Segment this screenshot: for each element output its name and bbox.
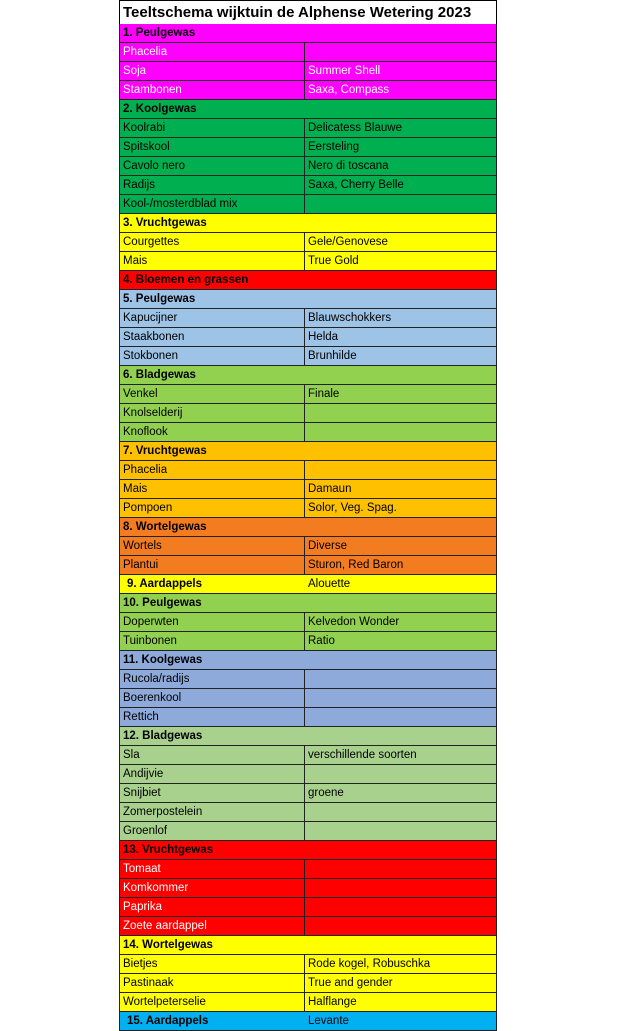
section-variety xyxy=(305,594,496,612)
variety-cell: Kelvedon Wonder xyxy=(308,616,400,628)
section-variety xyxy=(305,651,496,669)
table-row xyxy=(119,43,497,62)
schedule-rows xyxy=(119,24,497,1031)
section-header xyxy=(119,290,497,309)
crop-cell: Stambonen xyxy=(120,81,305,99)
crop-cell: Groenlof xyxy=(120,822,305,840)
crop-cell: Radijs xyxy=(120,176,305,194)
variety-cell: True and gender xyxy=(308,977,393,989)
variety-cell xyxy=(305,43,496,61)
table-row xyxy=(119,556,497,575)
crop-cell: Sla xyxy=(120,746,305,764)
crop-cell: Phacelia xyxy=(120,43,305,61)
section-header xyxy=(119,727,497,746)
variety-cell: Finale xyxy=(308,388,340,400)
section-title: 9. Aardappels xyxy=(127,578,202,590)
crop-cell: Stokbonen xyxy=(120,347,305,365)
crop-cell: Tomaat xyxy=(120,860,305,878)
section-title: 15. Aardappels xyxy=(127,1015,209,1027)
table-row xyxy=(119,385,497,404)
variety-cell: Brunhilde xyxy=(308,350,357,362)
crop-cell: Wortelpeterselie xyxy=(120,993,305,1011)
table-row xyxy=(119,537,497,556)
table-row xyxy=(119,423,497,442)
crop-cell: Courgettes xyxy=(120,233,305,251)
table-row xyxy=(119,860,497,879)
variety-cell xyxy=(305,423,496,441)
variety-cell: Gele/Genovese xyxy=(308,236,388,248)
crop-cell: Spitskool xyxy=(120,138,305,156)
section-header xyxy=(119,936,497,955)
table-row xyxy=(119,670,497,689)
table-row xyxy=(119,632,497,651)
section-title: 14. Wortelgewas xyxy=(123,939,213,951)
crop-cell: Plantui xyxy=(120,556,305,574)
variety-cell xyxy=(305,879,496,897)
section-variety: Alouette xyxy=(308,578,351,590)
section-title: 8. Wortelgewas xyxy=(123,521,207,533)
table-row xyxy=(119,974,497,993)
variety-cell: verschillende soorten xyxy=(308,749,417,761)
variety-cell xyxy=(305,822,496,840)
table-row xyxy=(119,708,497,727)
crop-cell: Rettich xyxy=(120,708,305,726)
variety-cell: Delicatess Blauwe xyxy=(308,122,402,134)
section-header xyxy=(119,214,497,233)
crop-cell: Paprika xyxy=(120,898,305,916)
section-header xyxy=(119,366,497,385)
crop-cell: Pompoen xyxy=(120,499,305,517)
section-title: 13. Vruchtgewas xyxy=(123,844,214,856)
table-row xyxy=(119,955,497,974)
variety-cell: Damaun xyxy=(308,483,352,495)
table-row xyxy=(119,499,497,518)
section-variety xyxy=(305,841,496,859)
crop-cell: Andijvie xyxy=(120,765,305,783)
crop-cell: Koolrabi xyxy=(120,119,305,137)
variety-cell xyxy=(305,689,496,707)
section-title: 5. Peulgewas xyxy=(123,293,196,305)
crop-cell: Staakbonen xyxy=(120,328,305,346)
table-row xyxy=(119,252,497,271)
section-variety xyxy=(305,290,496,308)
section-header xyxy=(119,518,497,537)
crop-cell: Zomerpostelein xyxy=(120,803,305,821)
table-row xyxy=(119,119,497,138)
section-variety xyxy=(305,100,496,118)
crop-cell: Boerenkool xyxy=(120,689,305,707)
table-row xyxy=(119,62,497,81)
crop-cell: Venkel xyxy=(120,385,305,403)
table-row xyxy=(119,195,497,214)
section-header xyxy=(119,594,497,613)
variety-cell xyxy=(305,461,496,479)
table-row xyxy=(119,993,497,1012)
table-row xyxy=(119,176,497,195)
section-header xyxy=(119,841,497,860)
table-row xyxy=(119,898,497,917)
variety-cell xyxy=(305,708,496,726)
section-header xyxy=(119,651,497,670)
section-header xyxy=(119,24,497,43)
crop-cell: Phacelia xyxy=(120,461,305,479)
crop-cell: Snijbiet xyxy=(120,784,305,802)
variety-cell: Sturon, Red Baron xyxy=(308,559,404,571)
table-row xyxy=(119,822,497,841)
section-title: 10. Peulgewas xyxy=(123,597,202,609)
table-row xyxy=(119,347,497,366)
crop-cell: Mais xyxy=(120,252,305,270)
section-variety xyxy=(305,518,496,536)
table-row xyxy=(119,157,497,176)
crop-cell: Kapucijner xyxy=(120,309,305,327)
variety-cell: Nero di toscana xyxy=(308,160,389,172)
section-title: 12. Bladgewas xyxy=(123,730,203,742)
variety-cell: Eersteling xyxy=(308,141,360,153)
variety-cell: Rode kogel, Robuschka xyxy=(308,958,431,970)
crop-cell: Knolselderij xyxy=(120,404,305,422)
variety-cell xyxy=(305,898,496,916)
variety-cell: Solor, Veg. Spag. xyxy=(308,502,397,514)
crop-cell: Kool-/mosterdblad mix xyxy=(120,195,305,213)
variety-cell: Diverse xyxy=(308,540,347,552)
crop-cell: Soja xyxy=(120,62,305,80)
table-row xyxy=(119,461,497,480)
section-title: 3. Vruchtgewas xyxy=(123,217,207,229)
section-title: 4. Bloemen en grassen xyxy=(123,274,249,286)
planting-schedule-table xyxy=(119,0,497,1031)
crop-cell: Komkommer xyxy=(120,879,305,897)
variety-cell: Helda xyxy=(308,331,339,343)
variety-cell xyxy=(305,860,496,878)
section-title: 7. Vruchtgewas xyxy=(123,445,207,457)
section-header xyxy=(119,442,497,461)
variety-cell xyxy=(305,803,496,821)
table-row xyxy=(119,233,497,252)
table-row xyxy=(119,689,497,708)
crop-cell: Tuinbonen xyxy=(120,632,305,650)
table-row xyxy=(119,765,497,784)
table-row xyxy=(119,138,497,157)
section-variety xyxy=(305,214,496,232)
page-title: Teeltschema wijktuin de Alphense Wetering 2023 xyxy=(119,0,497,24)
table-row xyxy=(119,917,497,936)
variety-cell: Saxa, Compass xyxy=(308,84,390,96)
section-header xyxy=(119,1012,497,1031)
variety-cell xyxy=(305,917,496,935)
crop-cell: Rucola/radijs xyxy=(120,670,305,688)
section-title: 6. Bladgewas xyxy=(123,369,196,381)
table-row xyxy=(119,480,497,499)
crop-cell: Knoflook xyxy=(120,423,305,441)
crop-cell: Mais xyxy=(120,480,305,498)
crop-cell: Bietjes xyxy=(120,955,305,973)
table-row xyxy=(119,81,497,100)
section-variety xyxy=(305,727,496,745)
section-title: 2. Koolgewas xyxy=(123,103,197,115)
variety-cell xyxy=(305,670,496,688)
section-variety xyxy=(305,936,496,954)
variety-cell: Summer Shell xyxy=(308,65,381,77)
table-row xyxy=(119,328,497,347)
section-variety: Levante xyxy=(308,1015,349,1027)
crop-cell: Wortels xyxy=(120,537,305,555)
crop-cell: Zoete aardappel xyxy=(120,917,305,935)
variety-cell xyxy=(305,404,496,422)
section-title: 1. Peulgewas xyxy=(123,27,196,39)
crop-cell: Doperwten xyxy=(120,613,305,631)
table-row xyxy=(119,309,497,328)
variety-cell: Saxa, Cherry Belle xyxy=(308,179,404,191)
variety-cell xyxy=(305,195,496,213)
table-row xyxy=(119,784,497,803)
table-row xyxy=(119,879,497,898)
table-row xyxy=(119,803,497,822)
section-title: 11. Koolgewas xyxy=(123,654,203,666)
variety-cell: Blauwschokkers xyxy=(308,312,392,324)
table-row xyxy=(119,404,497,423)
variety-cell: Halflange xyxy=(308,996,357,1008)
variety-cell: Ratio xyxy=(308,635,335,647)
section-variety xyxy=(305,24,496,42)
table-row xyxy=(119,613,497,632)
variety-cell: True Gold xyxy=(308,255,359,267)
section-variety xyxy=(305,442,496,460)
crop-cell: Pastinaak xyxy=(120,974,305,992)
variety-cell xyxy=(305,765,496,783)
section-header xyxy=(119,100,497,119)
section-header xyxy=(119,575,497,594)
crop-cell: Cavolo nero xyxy=(120,157,305,175)
section-header xyxy=(119,271,497,290)
variety-cell: groene xyxy=(308,787,344,799)
table-row xyxy=(119,746,497,765)
section-variety xyxy=(305,366,496,384)
